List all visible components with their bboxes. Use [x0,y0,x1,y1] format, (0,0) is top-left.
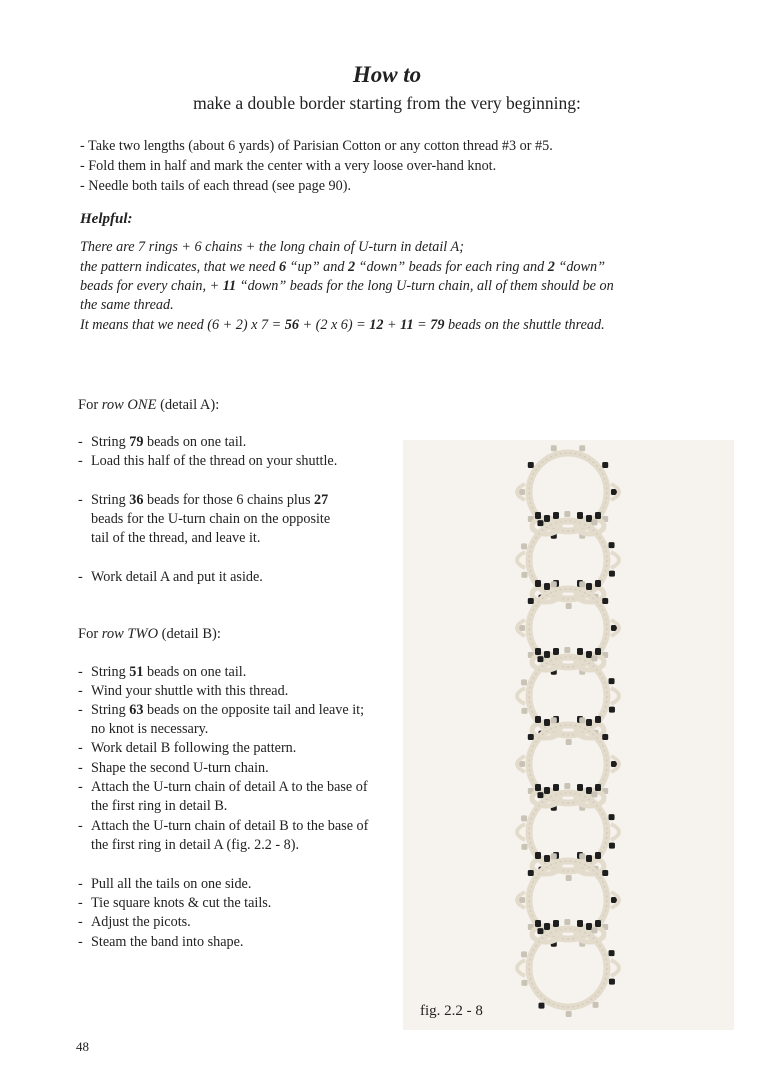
light-bead [551,853,557,859]
row-two-step: - Work detail B following the pattern. [78,740,297,756]
dark-bead [544,923,550,930]
row-one-step: - String 79 beads on one tail. [78,434,247,450]
page-title: How to [352,62,422,87]
light-bead [592,655,598,661]
dark-bead [535,784,541,791]
dark-bead [595,580,601,587]
light-bead [579,717,585,723]
light-bead [521,572,527,578]
dark-bead [528,734,534,740]
row-two-step: - String 51 beads on one tail. [78,664,247,680]
dark-bead [553,648,559,655]
row-one-heading-suffix: (detail A): [156,397,220,413]
light-bead [566,739,572,745]
light-bead [564,919,570,925]
row-two-step: - Attach the U-turn chain of detail A to the base of the first ring in detail B. [78,779,368,815]
light-bead [593,1002,599,1008]
dark-bead [609,678,615,684]
dark-bead [602,598,608,604]
light-bead [592,791,598,797]
row-two-heading-italic: row TWO [101,626,159,642]
page-number: 48 [76,1039,89,1054]
dark-bead [586,651,592,658]
row-one-step: - Work detail A and put it aside. [78,569,263,585]
dark-bead [535,716,541,723]
dark-bead [528,462,534,468]
dark-bead [553,920,559,927]
dark-bead [535,920,541,927]
dark-bead [609,950,615,956]
dark-bead [595,784,601,791]
dark-bead [609,707,615,713]
dark-bead [537,520,543,526]
dark-bead [609,814,615,820]
light-bead [592,519,598,525]
dark-bead [586,923,592,930]
lace-picot [517,960,525,976]
dark-bead [609,979,615,985]
light-bead [566,603,572,609]
dark-bead [528,598,534,604]
dark-bead [535,852,541,859]
dark-bead [577,648,583,655]
row-one-step: - Load this half of the thread on your shuttle. [78,453,338,469]
row-one-step: - String 36 beads for those 6 chains plus 27 beads for the U-turn chain on the opposite tail of the thread, and leave it. [78,492,331,547]
dark-bead [537,656,543,662]
light-bead [564,511,570,517]
dark-bead [577,784,583,791]
dark-bead [544,855,550,862]
dark-bead [577,512,583,519]
lace-picot [611,960,619,976]
light-bead [551,717,557,723]
dark-bead [586,855,592,862]
dark-bead [595,716,601,723]
helpful-line: It means that we need (6 + 2) x 7 = 56 + (2 x 6) = 12 + 11 = 79 beads on the shuttle thread. [80,317,605,333]
light-bead [521,844,527,850]
light-bead [592,927,598,933]
dark-bead [544,515,550,522]
dark-bead [602,870,608,876]
row-one-heading-italic: row ONE [101,397,157,413]
dark-bead [595,852,601,859]
lace-picot [517,552,525,568]
dark-bead [553,512,559,519]
dark-bead [586,787,592,794]
helpful-line: beads for every chain, + 11 “down” beads for the long U-turn chain, all of them should be on [80,278,614,294]
light-bead [579,445,585,451]
row-two-heading-suffix: (detail B): [158,626,221,642]
light-bead [564,783,570,789]
lace-picot [611,824,619,840]
lace-picot [517,688,525,704]
row-two-step: - String 63 beads on the opposite tail and leave it; no knot is necessary. [78,702,365,738]
helpful-heading: Helpful: [80,211,133,227]
dark-bead [586,719,592,726]
dark-bead [595,920,601,927]
row-two-heading [78,626,221,643]
row-one-heading-prefix: For [78,397,102,413]
light-bead [521,815,527,821]
row-two-step: - Pull all the tails on one side. [78,876,252,892]
dark-bead [609,542,615,548]
tatting-photo [403,440,734,1030]
figure-caption: fig. 2.2 - 8 [420,1003,483,1019]
dark-bead [609,843,615,849]
row-two-step: - Steam the band into shape. [78,934,244,950]
dark-bead [544,651,550,658]
dark-bead [609,571,615,577]
row-two-step: - Adjust the picots. [78,914,191,930]
intro-line: - Take two lengths (about 6 yards) of Parisian Cotton or any cotton thread #3 or #5. [80,138,553,154]
light-bead [521,708,527,714]
helpful-line: There are 7 rings + 6 chains + the long chain of U-turn in detail A; [80,239,464,255]
dark-bead [602,734,608,740]
dark-bead [528,870,534,876]
lace-picot [517,824,525,840]
dark-bead [544,583,550,590]
row-two-heading-prefix: For [78,626,102,642]
light-bead [521,679,527,685]
page-subtitle: make a double border starting from the very beginning: [193,93,581,113]
light-bead [566,875,572,881]
dark-bead [595,512,601,519]
light-bead [551,581,557,587]
dark-bead [602,462,608,468]
intro-line: - Fold them in half and mark the center with a very loose over-hand knot. [80,158,497,174]
dark-bead [535,512,541,519]
light-bead [579,581,585,587]
dark-bead [544,787,550,794]
light-bead [564,647,570,653]
helpful-line: the pattern indicates, that we need 6 “up” and 2 “down” beads for each ring and 2 “down” [80,259,605,275]
dark-bead [595,648,601,655]
dark-bead [535,648,541,655]
dark-bead [577,920,583,927]
dark-bead [535,580,541,587]
light-bead [551,445,557,451]
light-bead [521,543,527,549]
light-bead [566,1011,572,1017]
row-two-step: - Wind your shuttle with this thread. [78,683,289,699]
light-bead [521,980,527,986]
dark-bead [537,792,543,798]
intro-line: - Needle both tails of each thread (see page 90). [80,178,352,194]
light-bead [521,951,527,957]
row-two-step: - Attach the U-turn chain of detail B to the base of the first ring in detail A (fig. 2.2 - 8). [78,818,369,854]
lace-picot [611,688,619,704]
dark-bead [537,928,543,934]
dark-bead [586,515,592,522]
dark-bead [586,583,592,590]
dark-bead [538,1003,544,1009]
light-bead [579,853,585,859]
dark-bead [553,784,559,791]
row-one-heading [78,397,219,414]
row-two-step: - Tie square knots & cut the tails. [78,895,272,911]
row-two-step: - Shape the second U-turn chain. [78,760,269,776]
helpful-line: the same thread. [80,297,174,313]
beaded-lace-illustration [403,440,734,1030]
dark-bead [544,719,550,726]
lace-picot [611,552,619,568]
